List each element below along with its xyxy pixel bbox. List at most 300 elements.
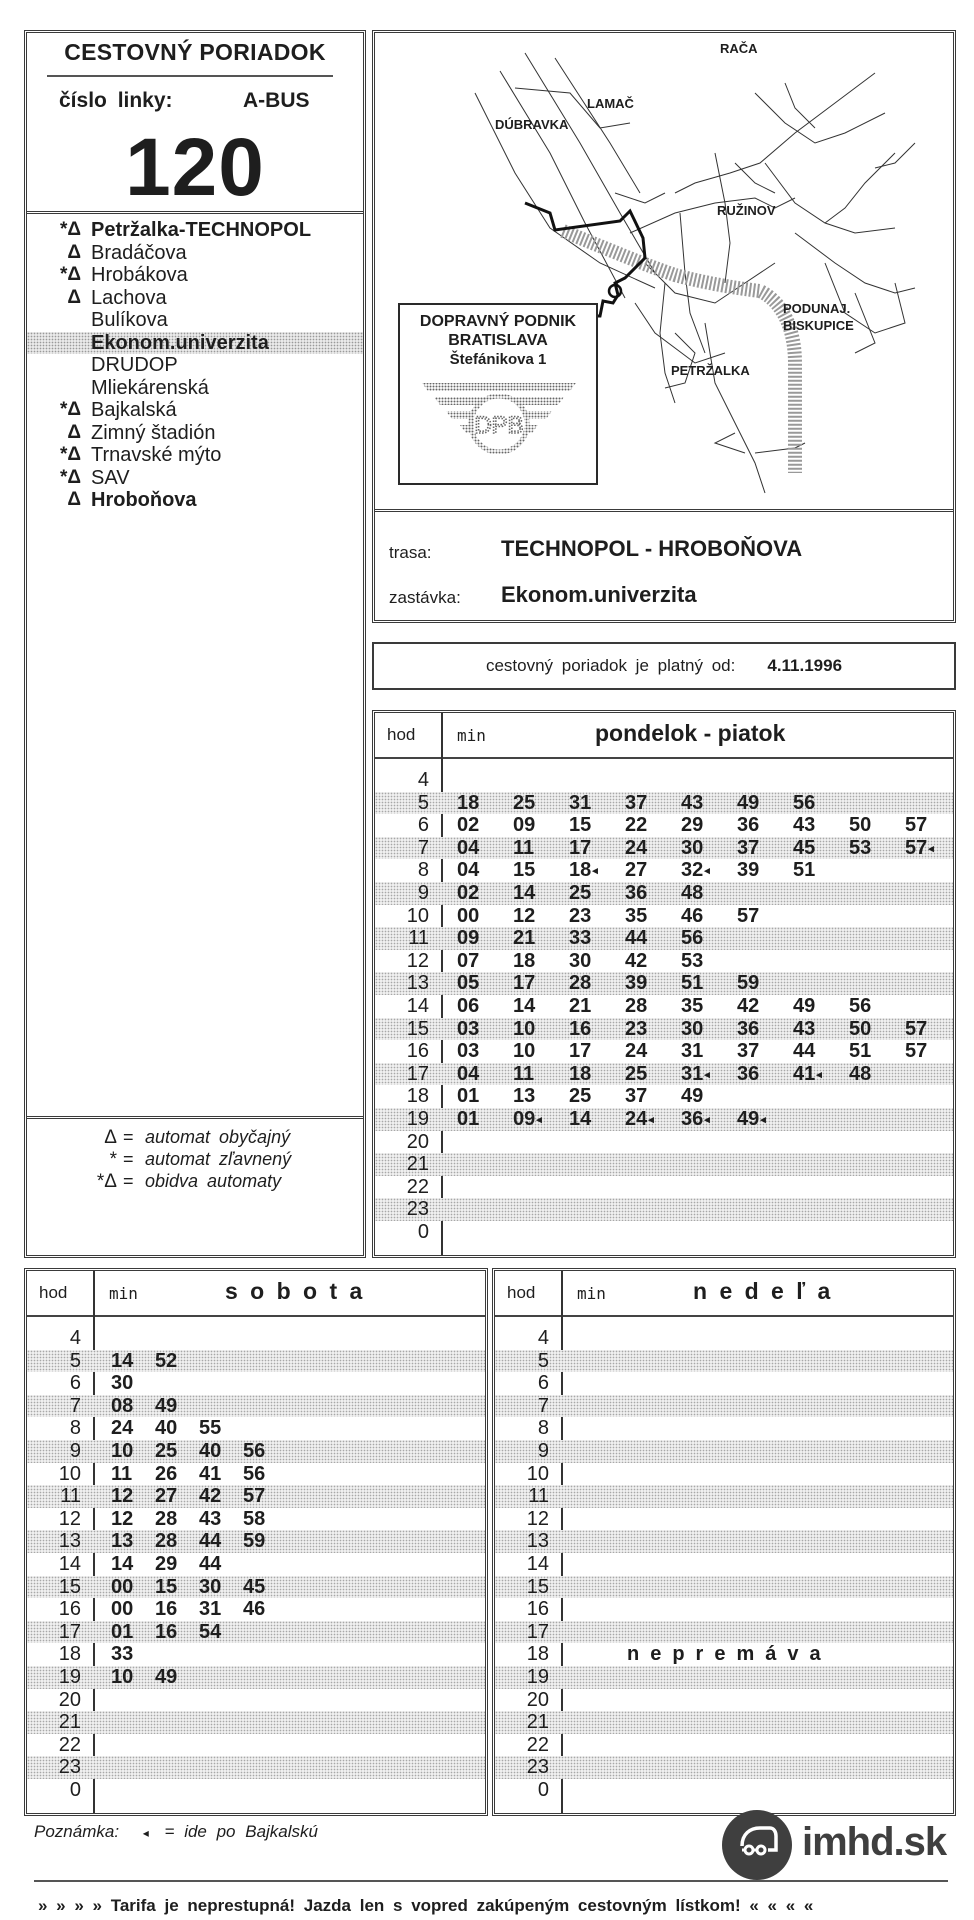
- ticket-machine-symbol: *Δ: [59, 466, 81, 488]
- departure-minute: 44: [199, 1553, 222, 1575]
- departure-minute: 01: [457, 1108, 480, 1130]
- line-number: 120: [125, 122, 265, 213]
- departure-minute: 51: [681, 972, 704, 995]
- departure-minute: 27: [155, 1485, 178, 1508]
- departure-minute: 10: [513, 1017, 536, 1040]
- departure-minute: 02: [457, 882, 480, 904]
- hour-column-header: hod: [507, 1283, 536, 1302]
- departure-minute: 57◂: [905, 836, 934, 859]
- departure-minute: 56: [849, 995, 872, 1017]
- departure-minute: 53: [849, 836, 872, 859]
- hour-cell: 14: [526, 1553, 549, 1575]
- stop-name: Hroboňova: [91, 489, 197, 511]
- hour-cell: 14: [406, 995, 429, 1017]
- departure-minute: 28: [625, 995, 648, 1017]
- stop-name: Zimný štadión: [91, 421, 216, 444]
- hour-row: [27, 1734, 485, 1757]
- brand-name: imhd.sk: [802, 1820, 947, 1864]
- hour-cell: 12: [406, 949, 429, 972]
- legend-key: *Δ: [96, 1171, 117, 1192]
- stop-item: [27, 309, 363, 332]
- departure-minute: 36: [625, 882, 648, 904]
- hour-cell: 23: [58, 1756, 81, 1779]
- departure-minute: 36◂: [681, 1108, 710, 1130]
- ticket-machine-symbol: *Δ: [59, 399, 81, 420]
- hour-row: [495, 1530, 953, 1553]
- hour-cell: 12: [58, 1507, 81, 1530]
- departure-minute: 44: [625, 927, 648, 950]
- departure-minute: 17: [569, 1040, 592, 1063]
- departure-minute: 46: [243, 1598, 266, 1621]
- departure-minute: 31◂: [681, 1062, 710, 1085]
- hour-row: [495, 1779, 953, 1802]
- hour-row: [27, 1711, 485, 1734]
- departure-minute: 11: [513, 836, 535, 859]
- hour-cell: 16: [58, 1598, 81, 1621]
- departure-minute: 29: [681, 814, 704, 837]
- departure-minute: 44: [199, 1530, 222, 1553]
- departure-minute: 22: [625, 814, 648, 837]
- departure-minute: 33: [111, 1643, 134, 1666]
- hour-row: [27, 1440, 485, 1463]
- hour-row: [375, 814, 953, 837]
- departure-minute: 49: [737, 791, 760, 814]
- stop-item: [27, 467, 363, 490]
- departure-minute: 14: [111, 1349, 134, 1372]
- route-label: trasa:: [389, 543, 432, 562]
- stop-item: [27, 489, 363, 512]
- hour-row: [495, 1756, 953, 1779]
- departure-minute: 28: [569, 972, 592, 995]
- departure-minute: 59: [243, 1530, 266, 1553]
- hour-cell: 10: [58, 1462, 81, 1485]
- departure-minute: 30: [569, 949, 592, 972]
- departure-minute: 35: [681, 995, 704, 1017]
- departure-minute: 25: [569, 1085, 592, 1108]
- departure-minute: 28: [155, 1507, 178, 1530]
- ticket-machine-symbol: *Δ: [59, 264, 81, 285]
- departure-minute: 42: [199, 1485, 222, 1508]
- hour-row: [375, 837, 953, 860]
- stop-name: Trnavské mýto: [91, 444, 222, 466]
- line-type: A-BUS: [243, 89, 310, 112]
- departure-minute: 18: [569, 1062, 592, 1085]
- hour-row: [495, 1350, 953, 1373]
- hour-cell: 7: [69, 1394, 81, 1417]
- hour-cell: 6: [69, 1372, 81, 1395]
- departure-minute: 49: [155, 1394, 178, 1417]
- ticket-machine-symbol: Δ: [67, 489, 81, 510]
- departure-minute: 37: [625, 791, 648, 814]
- hour-cell: 19: [526, 1666, 549, 1688]
- departure-minute: 37: [625, 1085, 648, 1108]
- hour-row: [495, 1463, 953, 1486]
- departure-minute: 23: [569, 904, 592, 927]
- hour-row: [27, 1553, 485, 1576]
- hour-row: [375, 1108, 953, 1131]
- departure-minute: 44: [793, 1040, 816, 1063]
- departure-minute: 37: [737, 836, 760, 859]
- departure-minute: 30: [111, 1372, 134, 1395]
- hour-row: [27, 1463, 485, 1486]
- departure-minute: 28: [155, 1530, 178, 1553]
- hour-row: [27, 1666, 485, 1689]
- legend-text: obidva automaty: [145, 1171, 282, 1191]
- hour-row: [375, 972, 953, 995]
- weekday-timetable: [372, 710, 956, 1258]
- route-value: TECHNOPOL - HROBOŇOVA: [501, 536, 803, 561]
- departure-minute: 03: [457, 1017, 480, 1040]
- stop-item: [27, 399, 363, 422]
- ticket-machine-symbol: Δ: [67, 286, 81, 308]
- hour-row: [495, 1734, 953, 1757]
- departure-minute: 11: [111, 1462, 133, 1485]
- hour-row: [375, 1085, 953, 1108]
- legend-equals: =: [123, 1127, 134, 1147]
- via-bajkalska-icon: ◂: [760, 1114, 766, 1126]
- departure-minute: 31: [681, 1040, 704, 1063]
- operator-box: [398, 303, 598, 485]
- departure-minute: 48: [681, 882, 704, 904]
- departure-minute: 16: [569, 1017, 592, 1040]
- hour-row: [375, 1176, 953, 1199]
- departure-minute: 43: [793, 1017, 816, 1040]
- hour-cell: 22: [526, 1733, 549, 1756]
- stop-name: Hrobákova: [91, 264, 188, 286]
- departure-minute: 04: [457, 836, 480, 859]
- hour-row: [27, 1417, 485, 1440]
- hour-cell: 5: [537, 1349, 549, 1372]
- departure-minute: 17: [569, 836, 592, 859]
- departure-minute: 51: [793, 859, 816, 882]
- departure-minute: 09◂: [513, 1108, 542, 1130]
- hour-cell: 10: [406, 904, 429, 927]
- note-label: Poznámka:: [34, 1822, 120, 1841]
- hour-cell: 5: [69, 1349, 81, 1372]
- departure-minute: 05: [457, 972, 480, 995]
- minute-column-header: min: [457, 726, 486, 745]
- hour-cell: 20: [406, 1130, 429, 1153]
- hour-row: [495, 1508, 953, 1531]
- line-info-panel: [24, 30, 366, 1258]
- district-label: BISKUPICE: [783, 318, 854, 333]
- hour-cell: 21: [58, 1711, 81, 1734]
- departure-minute: 12: [513, 904, 536, 927]
- departure-minute: 21: [569, 995, 592, 1017]
- district-label: PODUNAJ.: [783, 301, 851, 316]
- hour-cell: 4: [537, 1327, 549, 1349]
- departure-minute: 02: [457, 814, 480, 837]
- hour-cell: 23: [526, 1756, 549, 1779]
- departure-minute: 17: [513, 972, 536, 995]
- hour-row: [495, 1621, 953, 1644]
- departure-minute: 37: [737, 1040, 760, 1063]
- timetable-header: [27, 1271, 485, 1317]
- hour-column-header: hod: [387, 725, 416, 744]
- hour-row: [27, 1598, 485, 1621]
- hour-row: [27, 1350, 485, 1373]
- stop-item: [27, 444, 363, 467]
- departure-minute: 00: [111, 1598, 134, 1621]
- hour-row: [27, 1643, 485, 1666]
- stop-name: SAV: [91, 466, 130, 489]
- hour-cell: 9: [417, 882, 429, 904]
- timetable-header: [375, 713, 953, 759]
- hour-row: [495, 1576, 953, 1599]
- hour-row: [375, 1153, 953, 1176]
- legend-item: [27, 1171, 367, 1193]
- hour-row: [495, 1666, 953, 1689]
- stop-item: [27, 354, 363, 377]
- stop-item: [27, 219, 363, 242]
- departure-minute: 01: [111, 1620, 134, 1643]
- hour-cell: 18: [406, 1085, 429, 1108]
- bus-pin-icon: [722, 1810, 792, 1880]
- hour-cell: 15: [406, 1017, 429, 1040]
- day-type-title: n e d e ľ a: [693, 1278, 831, 1304]
- day-type-title: pondelok - piatok: [595, 720, 786, 746]
- stop-item: [27, 377, 363, 400]
- legend-equals: =: [123, 1171, 134, 1191]
- minute-column-header: min: [109, 1284, 138, 1303]
- departure-minute: 18: [513, 949, 536, 972]
- via-bajkalska-icon: ◂: [816, 1068, 822, 1081]
- line-number-label: číslo linky:: [59, 89, 173, 112]
- hour-cell: 20: [526, 1688, 549, 1711]
- departure-minute: 49: [155, 1666, 178, 1688]
- departure-minute: 43: [793, 814, 816, 837]
- departure-minute: 25: [513, 791, 536, 814]
- hour-cell: 6: [417, 814, 429, 837]
- operator-address: Štefánikova 1: [449, 351, 547, 368]
- hour-cell: 21: [406, 1153, 429, 1176]
- departure-minute: 06: [457, 995, 480, 1017]
- departure-minute: 24: [625, 1040, 648, 1063]
- district-label: RUŽINOV: [717, 203, 776, 218]
- divider: [34, 1880, 948, 1882]
- legend-text: automat obyčajný: [145, 1127, 291, 1147]
- hour-row: [27, 1689, 485, 1712]
- hour-row: [375, 1063, 953, 1086]
- operator-name: DOPRAVNÝ PODNIK: [419, 313, 577, 330]
- hour-cell: 6: [537, 1372, 549, 1395]
- departure-minute: 09: [513, 814, 536, 837]
- stop-item: [27, 242, 363, 265]
- legend-item: [27, 1149, 367, 1171]
- hour-cell: 8: [69, 1417, 81, 1440]
- hour-cell: 13: [58, 1530, 81, 1553]
- stop-name: Bradáčova: [91, 241, 187, 264]
- departure-minute: 26: [155, 1462, 178, 1485]
- departure-minute: 08: [111, 1394, 134, 1417]
- departure-minute: 11: [513, 1062, 535, 1085]
- departure-minute: 39: [625, 972, 648, 995]
- departure-minute: 41: [199, 1462, 222, 1485]
- hour-row: [27, 1372, 485, 1395]
- stop-name: DRUDOP: [91, 354, 178, 376]
- departure-minute: 55: [199, 1417, 222, 1440]
- stop-item-current: [27, 332, 363, 355]
- sunday-timetable: [492, 1268, 956, 1816]
- divider: [47, 75, 333, 77]
- operator-city: BRATISLAVA: [448, 332, 548, 349]
- departure-minute: 54: [199, 1620, 222, 1643]
- hour-row: [495, 1395, 953, 1418]
- hour-cell: 22: [58, 1733, 81, 1756]
- departure-minute: 14: [111, 1553, 134, 1575]
- departure-minute: 43: [199, 1507, 222, 1530]
- hour-cell: 15: [58, 1575, 81, 1598]
- departure-minute: 01: [457, 1085, 480, 1108]
- dpb-logo-icon: [420, 379, 578, 469]
- hour-cell: 21: [526, 1711, 549, 1734]
- hour-row: [375, 1221, 953, 1244]
- departure-minute: 43: [681, 791, 704, 814]
- departure-minute: 45: [793, 836, 816, 859]
- ticket-machine-symbol: *Δ: [59, 219, 81, 240]
- hour-row: [495, 1711, 953, 1734]
- legend-item: [27, 1127, 367, 1149]
- departure-minute: 10: [111, 1440, 134, 1462]
- hour-row: [27, 1576, 485, 1599]
- ticket-machine-symbol: *Δ: [59, 444, 81, 465]
- hour-cell: 9: [69, 1440, 81, 1462]
- hour-row: [495, 1689, 953, 1712]
- hour-column-header: hod: [39, 1283, 68, 1302]
- departure-minute: 13: [513, 1085, 536, 1108]
- via-bajkalska-icon: ◂: [704, 1068, 710, 1081]
- hour-cell: 15: [526, 1575, 549, 1598]
- minute-column-header: min: [577, 1284, 606, 1303]
- departure-minute: 31: [569, 791, 592, 814]
- departure-minute: 30: [199, 1575, 222, 1598]
- timetable-title: CESTOVNÝ PORIADOK: [64, 39, 326, 65]
- departure-minute: 18: [457, 791, 480, 814]
- departure-minute: 14: [513, 995, 536, 1017]
- legend-text: automat zľavnený: [145, 1149, 292, 1169]
- departure-minute: 56: [793, 791, 816, 814]
- hour-cell: 22: [406, 1175, 429, 1198]
- hour-row: [375, 927, 953, 950]
- stop-value: Ekonom.univerzita: [501, 582, 697, 607]
- departure-minute: 46: [681, 904, 704, 927]
- departure-minute: 51: [849, 1040, 872, 1063]
- svg-text:DPB: DPB: [474, 412, 524, 439]
- hour-cell: 19: [58, 1666, 81, 1688]
- hour-cell: 11: [408, 927, 429, 950]
- hour-row: [27, 1508, 485, 1531]
- departure-minute: 36: [737, 1062, 760, 1085]
- departure-minute: 00: [457, 904, 480, 927]
- departure-minute: 33: [569, 927, 592, 950]
- departure-minute: 36: [737, 1017, 760, 1040]
- hour-row: [495, 1372, 953, 1395]
- departure-minute: 35: [625, 904, 648, 927]
- hour-row: [27, 1327, 485, 1350]
- hour-cell: 17: [58, 1620, 81, 1643]
- day-type-title: s o b o t a: [225, 1278, 363, 1304]
- departure-minute: 49: [681, 1085, 704, 1108]
- note-text: = ide po Bajkalskú: [164, 1822, 318, 1841]
- departure-minute: 50: [849, 814, 872, 837]
- departure-minute: 41◂: [793, 1062, 822, 1085]
- hour-row: [27, 1756, 485, 1779]
- legend-equals: =: [123, 1149, 134, 1169]
- legend-key: Δ: [104, 1127, 117, 1148]
- hour-row: [375, 1198, 953, 1221]
- hour-cell: 13: [526, 1530, 549, 1553]
- departure-minute: 57: [905, 1040, 928, 1063]
- departure-minute: 56: [243, 1462, 266, 1485]
- hour-cell: 0: [537, 1779, 549, 1801]
- hour-cell: 4: [69, 1327, 81, 1349]
- via-bajkalska-icon: ◂: [648, 1114, 654, 1126]
- departure-minute: 07: [457, 949, 480, 972]
- timetable-header: [495, 1271, 953, 1317]
- departure-minute: 48: [849, 1062, 872, 1085]
- hour-row: [375, 1018, 953, 1041]
- imhd-logo[interactable]: [722, 1810, 962, 1880]
- departure-minute: 30: [681, 1017, 704, 1040]
- hour-row: [495, 1440, 953, 1463]
- departure-minute: 30: [681, 836, 704, 859]
- validity-box: [372, 642, 956, 690]
- stop-item: [27, 422, 363, 445]
- departure-minute: 58: [243, 1507, 266, 1530]
- hour-row: [375, 995, 953, 1018]
- legend-key: *: [109, 1149, 117, 1170]
- departure-minute: 31: [199, 1598, 222, 1621]
- fare-notice: » » » » Tarifa je neprestupná! Jazda len s vopred zakúpeným cestovným lístkom! « « « «: [38, 1896, 814, 1915]
- departure-minute: 12: [111, 1485, 134, 1508]
- divider: [27, 211, 363, 214]
- departure-minute: 56: [243, 1440, 266, 1462]
- departure-minute: 03: [457, 1040, 480, 1063]
- stop-name: Petržalka-TECHNOPOL: [91, 219, 312, 241]
- map-panel: [372, 30, 956, 623]
- departure-minute: 50: [849, 1017, 872, 1040]
- departure-minute: 42: [625, 949, 648, 972]
- departure-minute: 59: [737, 972, 760, 995]
- departure-minute: 12: [111, 1507, 134, 1530]
- stop-name: Bulíkova: [91, 309, 168, 331]
- validity-date: 4.11.1996: [767, 656, 843, 675]
- departure-minute: 04: [457, 859, 480, 882]
- hour-row: [375, 792, 953, 815]
- departure-minute: 14: [569, 1108, 592, 1130]
- departure-minute: 10: [111, 1666, 134, 1688]
- hour-cell: 9: [537, 1440, 549, 1462]
- hour-cell: 17: [406, 1062, 429, 1085]
- departure-minute: 57: [905, 814, 928, 837]
- hour-row: [27, 1395, 485, 1418]
- hour-cell: 20: [58, 1688, 81, 1711]
- departure-minute: 24: [625, 836, 648, 859]
- hour-row: [495, 1485, 953, 1508]
- hour-cell: 0: [69, 1779, 81, 1801]
- hour-row: [375, 905, 953, 928]
- footnote: [34, 1822, 318, 1842]
- hour-cell: 4: [417, 769, 429, 791]
- departure-minute: 00: [111, 1575, 134, 1598]
- hour-cell: 23: [406, 1198, 429, 1221]
- ticket-machine-symbol: Δ: [67, 421, 81, 443]
- departure-minute: 15: [155, 1575, 178, 1598]
- departure-minute: 24: [111, 1417, 134, 1440]
- departure-minute: 56: [681, 927, 704, 950]
- divider: [375, 509, 953, 512]
- hour-row: [375, 859, 953, 882]
